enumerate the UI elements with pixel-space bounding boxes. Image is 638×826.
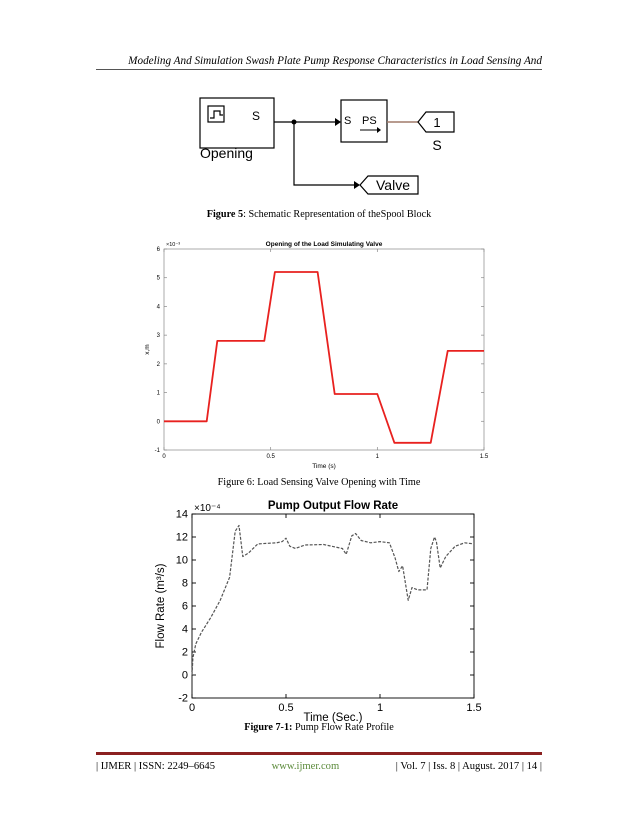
x-tick-label: 0.5 [266, 454, 275, 460]
figure5-caption-prefix: Figure 5 [206, 209, 244, 220]
y-tick-label: 12 [175, 531, 188, 544]
outport-number: 1 [433, 115, 441, 130]
x-axis-label: Time (s) [312, 463, 336, 470]
x-tick-label: 1.5 [479, 454, 489, 460]
x-tick-label: 1.5 [466, 702, 482, 714]
y-tick-label: 14 [175, 508, 188, 521]
y-tick-label: 4 [156, 304, 160, 311]
x-tick-label: 0 [188, 702, 196, 714]
y-tick-label: 5 [156, 275, 160, 282]
y-tick-label: 6 [156, 247, 160, 253]
goto-tag-label: Valve [376, 177, 410, 193]
y-axis-label: Flow Rate (m³/s) [155, 563, 167, 649]
valve-opening-chart [140, 237, 490, 475]
y-tick-label: 6 [181, 600, 188, 613]
signal-builder-caption: Opening [200, 145, 253, 161]
footer-rule [96, 752, 542, 755]
converter-input-label: S [344, 115, 352, 127]
y-tick-label: 0 [181, 669, 188, 682]
figure7-caption [0, 722, 638, 733]
y-tick-label: -1 [154, 448, 160, 454]
x-tick-label: 0.5 [278, 702, 294, 714]
figure7-caption-prefix: Figure 7-1: [244, 722, 293, 733]
spool-block-schematic [190, 92, 460, 202]
figure6-caption: Figure 6: Load Sensing Valve Opening with Time [217, 477, 421, 488]
y-tick-label: 0 [156, 419, 160, 426]
x-tick-label: 1 [376, 702, 384, 714]
pump-flow-rate-chart [148, 494, 490, 726]
exponent-label: ×10⁻³ [166, 242, 181, 248]
y-tick-label: 8 [181, 577, 188, 590]
x-tick-label: 0 [162, 454, 166, 460]
outport-label: S [432, 137, 442, 153]
y-tick-label: 10 [175, 554, 188, 567]
chart-title: Opening of the Load Simulating Valve [265, 241, 383, 248]
exponent-label: ×10⁻⁴ [194, 503, 221, 514]
y-tick-label: -2 [178, 692, 188, 705]
y-tick-label: 4 [181, 623, 188, 636]
y-tick-label: 3 [156, 333, 160, 340]
x-axis-label: Time (Sec.) [303, 712, 363, 724]
x-tick-label: 1 [375, 454, 380, 460]
figure5-caption [0, 209, 638, 220]
branch-arrowhead [354, 181, 360, 189]
y-tick-label: 1 [156, 390, 160, 397]
y-axis-label: x,m [144, 344, 151, 355]
footer-journal-info: | IJMER | ISSN: 2249–6645 [96, 761, 216, 772]
plot-area [164, 249, 484, 450]
signal-arrowhead [335, 118, 341, 126]
chart-title: Pump Output Flow Rate [267, 500, 399, 512]
footer [96, 761, 542, 772]
figure5-caption-text: : Schematic Representation of theSpool Block [243, 209, 432, 220]
y-tick-label: 2 [156, 361, 160, 368]
footer-volume-info: | Vol. 7 | Iss. 8 | August. 2017 | 14 | [395, 761, 542, 772]
converter-output-label: PS [362, 115, 377, 127]
running-header: Modeling And Simulation Swash Plate Pump Response Characteristics in Load Sensing And [128, 55, 542, 67]
header-rule [96, 69, 542, 70]
signal-builder-port-label: S [252, 109, 261, 123]
footer-website-link[interactable]: www.ijmer.com [271, 761, 340, 772]
figure7-caption-text: Pump Flow Rate Profile [292, 722, 394, 733]
y-tick-label: 2 [181, 646, 188, 659]
